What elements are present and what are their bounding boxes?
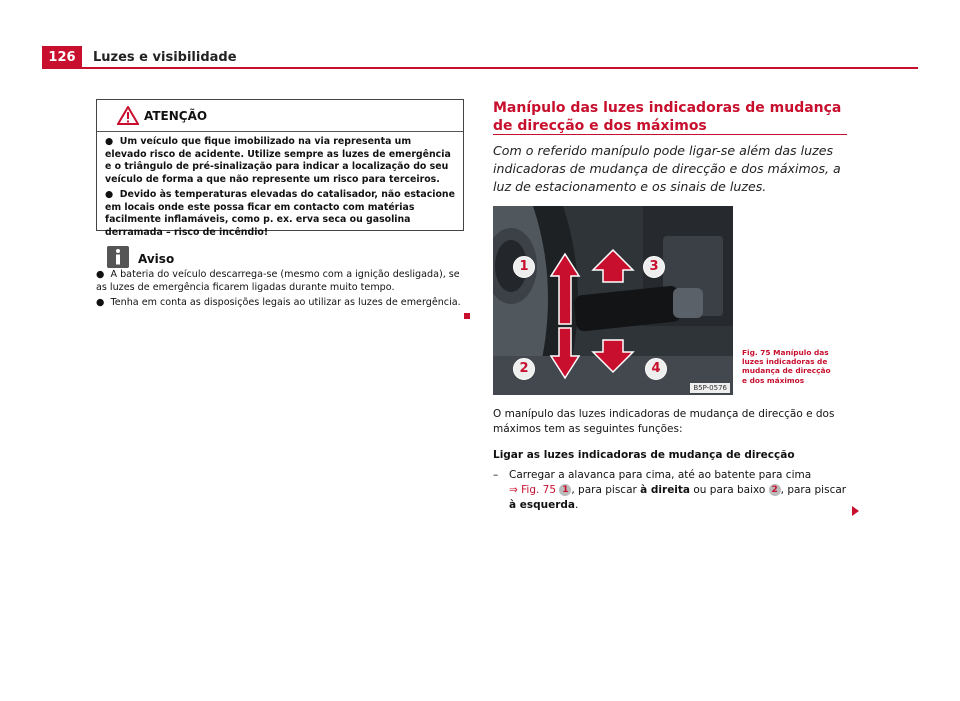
warning-title: ATENÇÃO [144,109,208,123]
chapter-title: Luzes e visibilidade [93,50,237,65]
subheading: Ligar as luzes indicadoras de mudança de direcção [493,449,795,461]
figure-label-4: 4 [645,358,667,380]
callout-1: 1 [559,484,571,496]
warning-bullet: ● Um veículo que fique imobilizado na via representa um elevado risco de acidente. Utilize sempre as luzes de emergência e o triângulo de pré-sinalização para indicar a localização do seu veículo de forma a que não represente um risco para terceiros. [105,136,451,185]
note-body [96,269,468,313]
list-dash: – [493,469,499,481]
instruction-item [493,468,855,513]
page-number: 126 [42,46,82,68]
info-note-icon [107,246,129,268]
lead-paragraph: Com o referido manípulo pode ligar-se além das luzes indicadoras de mudança de direcção e dos máximos, a luz de estacionamento e os sinais de luzes. [493,143,841,194]
figure-label-2: 2 [513,358,535,380]
warning-triangle-icon [117,106,139,125]
figure-reference-link[interactable]: ⇒ Fig. 75 [509,484,557,496]
figure-code: B5P-0576 [690,383,730,393]
warning-header [97,100,463,132]
figure-label-3: 3 [643,256,665,278]
warning-box [96,99,464,238]
section-title: Manípulo das luzes indicadoras de mudança de direcção e dos máximos [493,100,842,134]
callout-2: 2 [769,484,781,496]
note-title: Aviso [138,252,175,266]
header-rule [42,67,918,69]
note-bullet: ● A bateria do veículo descarrega-se (mesmo com a ignição desligada), se as luzes de emergência ficarem ligadas durante muito tempo. [96,269,460,293]
section-rule [493,134,847,135]
note-bullet: ● Tenha em conta as disposições legais ao utilizar as luzes de emergência. [96,297,461,308]
figure-caption: Fig. 75 Manípulo das luzes indicadoras de mudança de direcção e dos máximos [742,348,831,385]
section-end-marker [464,313,470,319]
figure-turn-signal-stalk [493,206,733,395]
body-paragraph: O manípulo das luzes indicadoras de mudança de direcção e dos máximos tem as seguintes funções: [493,408,835,435]
figure-label-1: 1 [513,256,535,278]
warning-body [97,132,463,239]
instruction-text: Carregar a alavanca para cima, até ao batente para cima ⇒ Fig. 75 1 , para piscar à direita ou para baixo 2 , para piscar à esquerda. [509,469,847,511]
continue-arrow-icon [852,506,859,516]
warning-bullet: ● Devido às temperaturas elevadas do catalisador, não estacione em locais onde este possa ficar em contacto com matérias facilmente inflamáveis, como p. ex. erva seca ou gasolina derramada – risco de incêndio! [105,189,455,238]
